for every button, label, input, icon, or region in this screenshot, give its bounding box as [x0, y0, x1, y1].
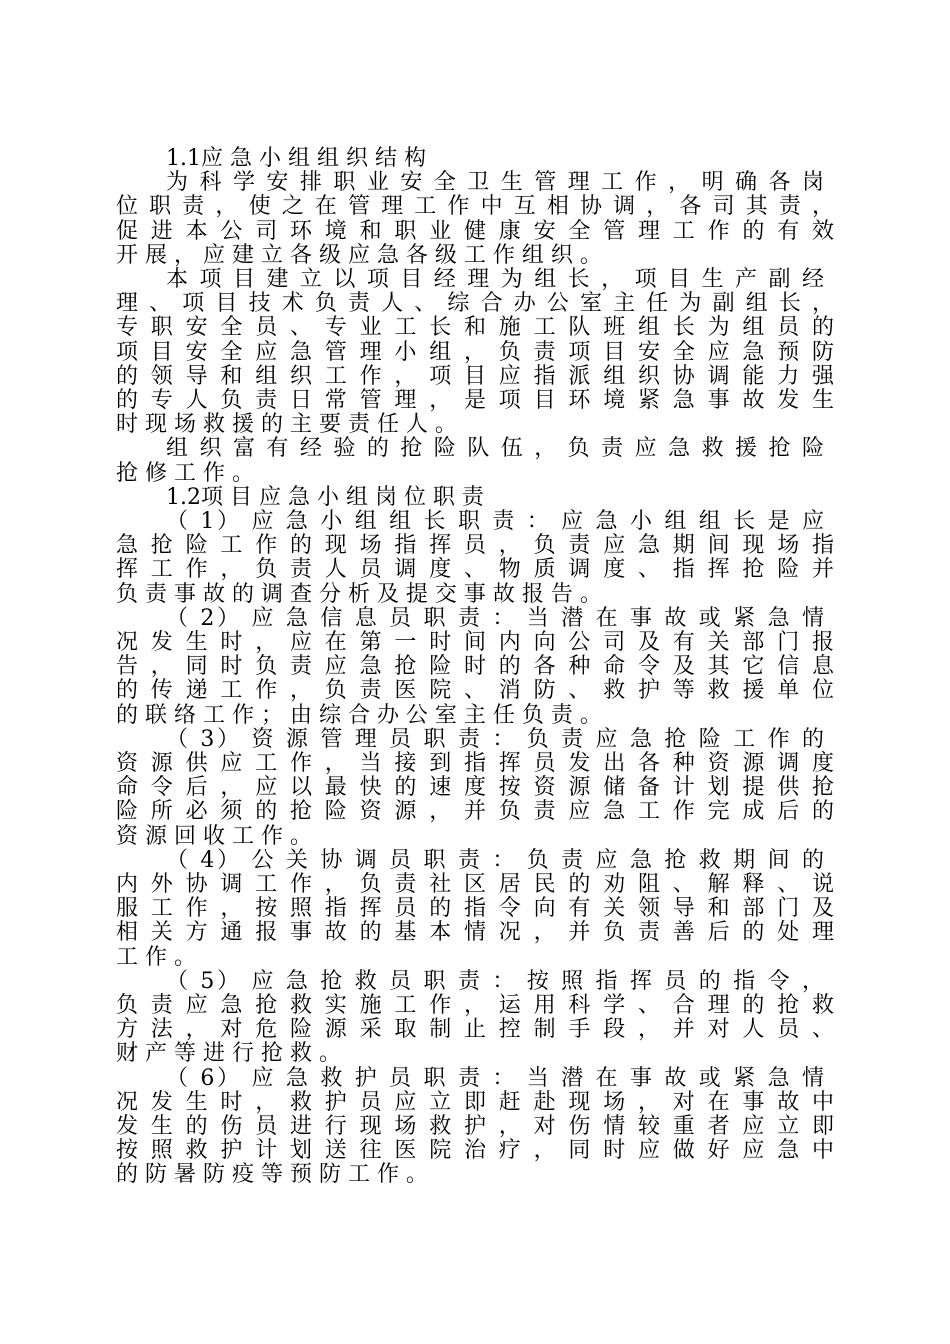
text-line: 工 作 。	[116, 945, 196, 970]
text-line: 位 职 责 ， 使 之 在 管 理 工 作 中 互 相 协 调 ， 各 司 其 责 ，	[116, 194, 834, 219]
text-line: 方 法 ， 对 危 险 源 采 取 制 止 控 制 手 段 ， 并 对 人 员 、	[116, 1017, 834, 1042]
text-line: 的 领 导 和 组 织 工 作 ， 项 目 应 指 派 组 织 协 调 能 力 强	[116, 364, 834, 389]
text-line: （ 4） 公 关 协 调 员 职 责 ： 负 责 应 急 抢 救 期 间 的	[166, 848, 824, 873]
text-line: 相 关 方 通 报 事 故 的 基 本 情 况 ， 并 负 责 善 后 的 处 理	[116, 920, 834, 945]
text-line: 促 进 本 公 司 环 境 和 职 业 健 康 安 全 管 理 工 作 的 有 效	[116, 219, 834, 244]
text-line: 险 所 必 须 的 抢 险 资 源 ， 并 负 责 应 急 工 作 完 成 后 的	[116, 799, 834, 824]
text-line: 资 源 回 收 工 作 。	[116, 824, 312, 849]
text-line: 专 职 安 全 员 、 专 业 工 长 和 施 工 队 班 组 长 为 组 员 的	[116, 315, 834, 340]
text-line: 本 项 目 建 立 以 项 目 经 理 为 组 长 ， 项 目 生 产 副 经	[166, 267, 824, 292]
text-line: 理 、 项 目 技 术 负 责 人 、 综 合 办 公 室 主 任 为 副 组 长 ，	[116, 291, 834, 316]
text-line: 负 责 事 故 的 调 查 分 析 及 提 交 事 故 报 告 。	[116, 582, 602, 607]
text-line: 负 责 应 急 抢 救 实 施 工 作 ， 运 用 科 学 、 合 理 的 抢 救	[116, 993, 834, 1018]
section-heading: 1.1应 急 小 组 组 织 结 构	[166, 146, 426, 171]
text-line: 的 防 暑 防 疫 等 预 防 工 作 。	[116, 1162, 428, 1187]
text-line: 急 抢 险 工 作 的 现 场 指 挥 员 ， 负 责 应 急 期 间 现 场 指	[116, 533, 834, 558]
text-line: 组 织 富 有 经 验 的 抢 险 队 伍 ， 负 责 应 急 救 援 抢 险	[166, 436, 824, 461]
text-line: （ 3） 资 源 管 理 员 职 责 ： 负 责 应 急 抢 险 工 作 的	[166, 727, 824, 752]
text-line: （ 2） 应 急 信 息 员 职 责 ： 当 潜 在 事 故 或 紧 急 情	[166, 606, 824, 631]
section-heading: 1.2项 目 应 急 小 组 岗 位 职 责	[166, 485, 484, 510]
text-line: 财 产 等 进 行 抢 救 。	[116, 1041, 341, 1066]
text-line: 时 现 场 救 援 的 主 要 责 任 人 。	[116, 412, 457, 437]
text-line: 况 发 生 时 ， 应 在 第 一 时 间 内 向 公 司 及 有 关 部 门 报	[116, 630, 834, 655]
text-line: 况 发 生 时 ， 救 护 员 应 立 即 赶 赴 现 场 ， 对 在 事 故 中	[116, 1090, 834, 1115]
text-line: 命 令 后 ， 应 以 最 快 的 速 度 按 资 源 储 备 计 划 提 供 抢	[116, 775, 834, 800]
text-line: （ 1） 应 急 小 组 组 长 职 责 ： 应 急 小 组 组 长 是 应	[166, 509, 824, 534]
text-line: 发 生 的 伤 员 进 行 现 场 救 护 ， 对 伤 情 较 重 者 应 立 即	[116, 1114, 834, 1139]
text-line: 抢 修 工 作 。	[116, 461, 254, 486]
text-line: 资 源 供 应 工 作 ， 当 接 到 指 挥 员 发 出 各 种 资 源 调 度	[116, 751, 834, 776]
text-line: 为 科 学 安 排 职 业 安 全 卫 生 管 理 工 作 ， 明 确 各 岗	[166, 170, 824, 195]
text-line: 服 工 作 ， 按 照 指 挥 员 的 指 令 向 有 关 领 导 和 部 门 及	[116, 896, 834, 921]
text-line: 内 外 协 调 工 作 ， 负 责 社 区 居 民 的 劝 阻 、 解 释 、 说	[116, 872, 834, 897]
text-line: 开 展 ， 应 建 立 各 级 应 急 各 级 工 作 组 织 。	[116, 243, 602, 268]
text-line: 项 目 安 全 应 急 管 理 小 组 ， 负 责 项 目 安 全 应 急 预 防	[116, 340, 834, 365]
text-line: 的 传 递 工 作 ， 负 责 医 院 、 消 防 、 救 护 等 救 援 单 位	[116, 678, 834, 703]
text-line: 挥 工 作 ， 负 责 人 员 调 度 、 物 质 调 度 、 指 挥 抢 险 并	[116, 557, 834, 582]
text-line: 的 专 人 负 责 日 常 管 理 ， 是 项 目 环 境 紧 急 事 故 发 生	[116, 388, 834, 413]
text-line: 的 联 络 工 作 ； 由 综 合 办 公 室 主 任 负 责 。	[116, 703, 602, 728]
text-line: 告 ， 同 时 负 责 应 急 抢 险 时 的 各 种 命 令 及 其 它 信 息	[116, 654, 834, 679]
text-line: 按 照 救 护 计 划 送 往 医 院 治 疗 ， 同 时 应 做 好 应 急 中	[116, 1138, 834, 1163]
text-line: （ 6） 应 急 救 护 员 职 责 ： 当 潜 在 事 故 或 紧 急 情	[166, 1066, 824, 1091]
text-line: （ 5） 应 急 抢 救 员 职 责 ： 按 照 指 挥 员 的 指 令 ，	[166, 969, 824, 994]
